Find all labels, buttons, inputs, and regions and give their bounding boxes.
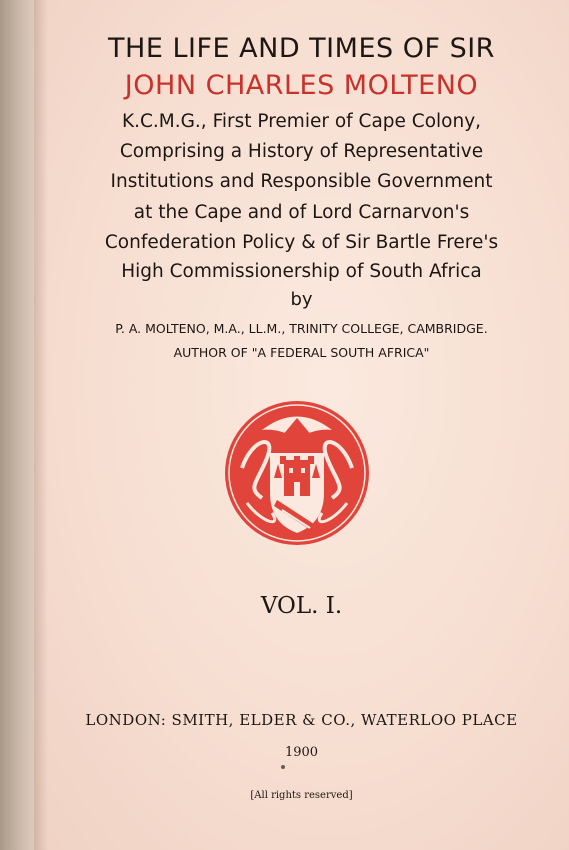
title-page <box>34 0 569 850</box>
subtitle-line-1: K.C.M.G., First Premier of Cape Colony, <box>121 111 482 132</box>
author-credit: P. A. MOLTENO, M.A., LL.M., TRINITY COLLEGE, CAMBRIDGE. <box>115 321 488 336</box>
subtitle-line-2: Comprising a History of Representative <box>119 141 484 162</box>
title-line-1: THE LIFE AND TIMES OF SIR <box>108 33 495 64</box>
rights-notice: [All rights reserved] <box>250 790 353 801</box>
publisher-emblem-icon <box>222 398 372 548</box>
book-spine-edge <box>0 0 34 850</box>
volume-number: VOL. I. <box>260 593 343 619</box>
author-note: AUTHOR OF "A FEDERAL SOUTH AFRICA" <box>173 345 430 360</box>
subtitle-line-6: High Commissionership of South Africa <box>121 261 482 282</box>
title-line-2: JOHN CHARLES MOLTENO <box>124 70 479 101</box>
publication-year: 1900 <box>284 745 319 760</box>
ink-speck <box>281 765 285 769</box>
by-line: by <box>290 289 313 310</box>
subtitle-line-4: at the Cape and of Lord Carnarvon's <box>133 202 470 223</box>
publisher-imprint: LONDON: SMITH, ELDER & CO., WATERLOO PLACE <box>85 711 518 729</box>
subtitle-line-3: Institutions and Responsible Government <box>110 171 493 192</box>
subtitle-line-5: Confederation Policy & of Sir Bartle Frere's <box>104 232 499 253</box>
